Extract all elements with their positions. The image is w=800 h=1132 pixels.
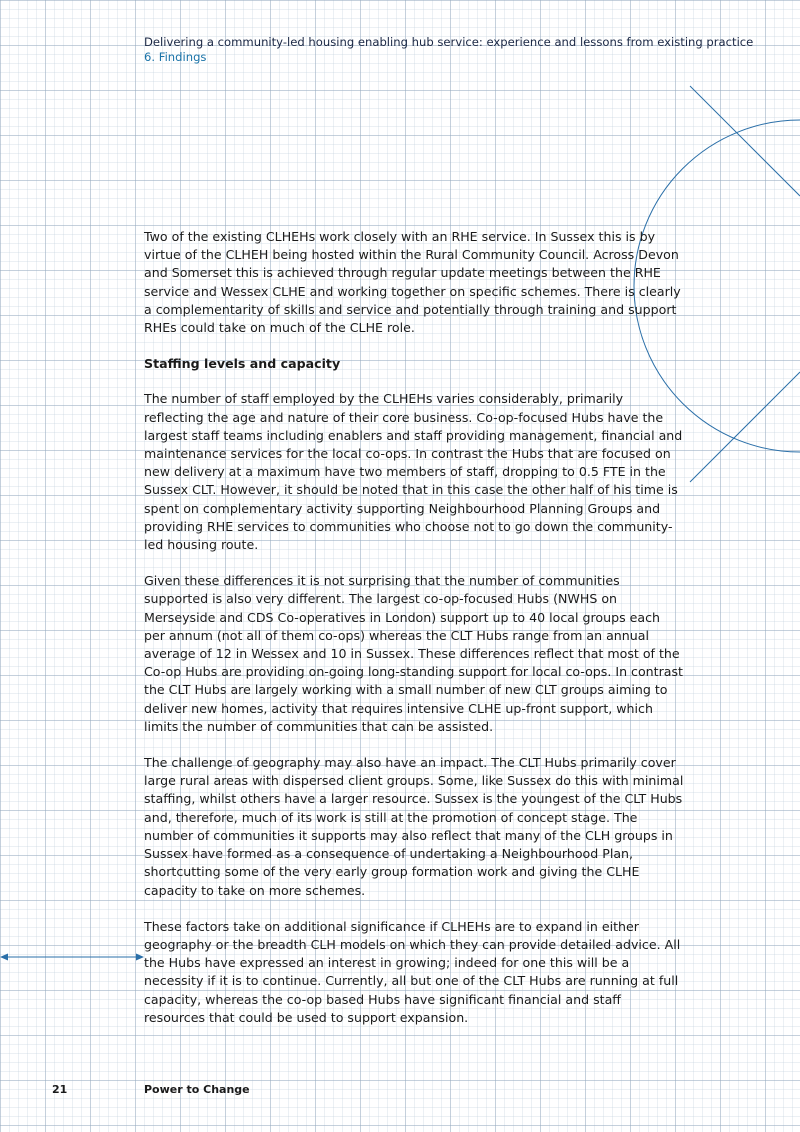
page-number: 21: [52, 1083, 68, 1096]
diagonal-line-bottom: [690, 372, 800, 482]
arrow-right-head: [136, 954, 144, 961]
paragraph-expansion: These factors take on additional significance if CLHEHs are to expand in either geography or the breadth CLH models on which they can provide detailed advice. All the Hubs have expressed an interest in growing; indeed for one this will be a necessity if it is to continue. Currently, all but one of the CLT Hubs are running at full capacity, whereas the co-op based Hubs have significant financial and staff resources that could be used to support expansion.: [144, 918, 681, 1025]
footer-organization: Power to Change: [144, 1083, 250, 1096]
paragraph-rhe-service: Two of the existing CLHEHs work closely with an RHE service. In Sussex this is by virtue of the CLHEH being hosted within the Rural Community Council. Across Devon and Somerset this is achieved through regular update meetings between the RHE service and Wessex CLHE and working together on specific schemes. There is clearly a complementarity of skills and service and potentially through training and support RHEs could take on much of the CLHE role.: [144, 229, 681, 336]
diagonal-line-top: [690, 86, 800, 196]
section-heading: Staffing levels and capacity: [144, 356, 341, 372]
paragraph-staff-numbers: The number of staff employed by the CLHEHs varies considerably, primarily reflecting the age and nature of their core business. Co-op-focused Hubs have the largest staff teams including enablers and staff providing management, financial and maintenance services for the local co-ops. In contrast the Hubs that are focused on new delivery at a maximum have two members of staff, dropping to 0.5 FTE in the Sussex CLT. However, it should be noted that in this case the other half of his time is spent on complementary activity supporting Neighbourhood Planning Groups and providing RHE services to communities who choose not to go down the community-led housing route.: [144, 391, 683, 553]
arrow-left-head: [0, 954, 8, 961]
paragraph-communities-supported: Given these differences it is not surprising that the number of communities supported is also very different. The largest co-op-focused Hubs (NWHS on Merseyside and CDS Co-operatives in London) support up to 40 local groups each per annum (not all of them co-ops) whereas the CLT Hubs range from an annual average of 12 in Wessex and 10 in Sussex. These differences reflect that most of the Co-op Hubs are providing on-going long-standing support for local co-ops. In contrast the CLT Hubs are largely working with a small number of new CLT groups aiming to deliver new homes, activity that requires intensive CLHE up-front support, which limits the number of communities that can be assisted.: [144, 573, 683, 734]
document-title: Delivering a community-led housing enabling hub service: experience and lessons from existing practice: [144, 35, 754, 49]
paragraph-geography: The challenge of geography may also have an impact. The CLT Hubs primarily cover large rural areas with dispersed client groups. Some, like Sussex do this with minimal staffing, whilst others have a larger resource. Sussex is the youngest of the CLT Hubs and, therefore, much of its work is still at the promotion of concept stage. The number of communities it supports may also reflect that many of the CLH groups in Sussex have formed as a consequence of undertaking a Neighbourhood Plan, shortcutting some of the very early group formation work and giving the CLHE capacity to take on more schemes.: [144, 755, 684, 898]
main-content: [144, 228, 684, 1045]
section-label: 6. Findings: [144, 50, 207, 64]
